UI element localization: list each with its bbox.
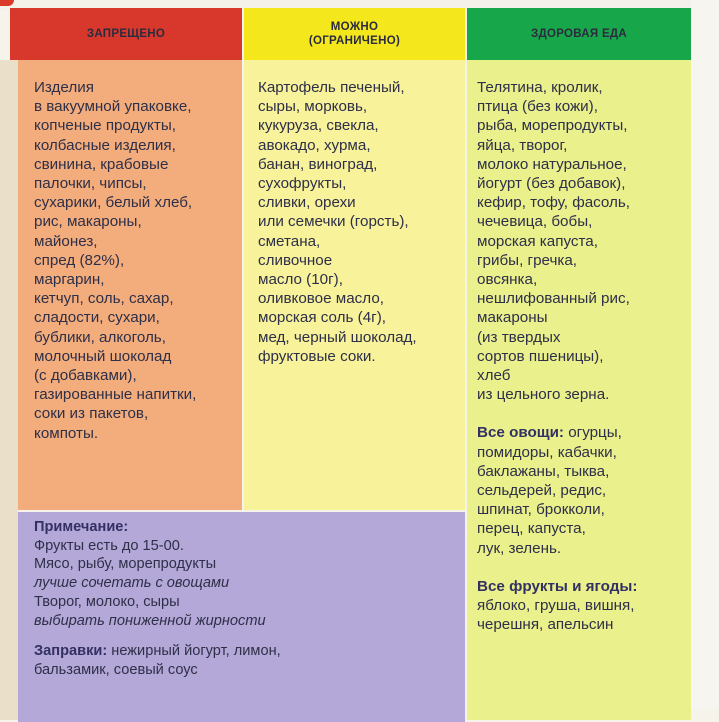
note-label: Примечание: (34, 519, 129, 535)
limited-line: морская соль (4г), (258, 309, 386, 327)
healthy-line: из цельного зерна. (477, 386, 610, 404)
limited-line: оливковое масло, (258, 290, 384, 308)
limited-line: кукуруза, свекла, (258, 117, 379, 135)
forbidden-line: молочный шоколад (34, 347, 172, 365)
forbidden-line: кетчуп, соль, сахар, (34, 290, 174, 308)
header-healthy-label: ЗДОРОВАЯ ЕДА (530, 28, 628, 40)
fruits-line: яблоко, груша, вишня, (477, 597, 635, 615)
note-line: Творог, молоко, сыры (34, 593, 180, 610)
healthy-line: макароны (477, 309, 548, 327)
limited-line: или семечки (горсть), (258, 213, 409, 231)
healthy-column (467, 60, 691, 720)
dressing-rest: нежирный йогурт, лимон, (107, 643, 281, 660)
forbidden-line: копченые продукты, (34, 117, 176, 135)
vegetables-first-line (477, 423, 691, 442)
vegetables-first-rest: огурцы, (563, 424, 622, 442)
note-line: Мясо, рыбу, морепродукты (34, 556, 217, 573)
forbidden-line: сладости, сухари, (34, 309, 160, 327)
forbidden-line: бублики, алкоголь, (34, 328, 166, 346)
healthy-line: рыба, морепродукты, (477, 117, 628, 135)
fruits-label: Все фрукты и ягоды: (477, 577, 638, 595)
right-margin (691, 0, 719, 709)
vegetables-line: лук, зелень. (477, 539, 562, 557)
limited-line: мед, черный шоколад, (258, 328, 417, 346)
forbidden-line: колбасные изделия, (34, 136, 176, 154)
healthy-line: нешлифованный рис, (477, 290, 630, 308)
vegetables-line: сельдерей, редис, (477, 482, 607, 500)
vegetables-label: Все овощи: (477, 424, 564, 442)
forbidden-line: (с добавками), (34, 367, 137, 385)
limited-line: фруктовые соки. (258, 347, 376, 365)
vegetables-line: шпинат, брокколи, (477, 501, 605, 519)
forbidden-line: свинина, крабовые (34, 155, 169, 173)
forbidden-line: маргарин, (34, 271, 105, 289)
forbidden-line: компоты. (34, 424, 99, 442)
healthy-line: молоко натуральное, (477, 155, 627, 173)
limited-line: авокадо, хурма, (258, 136, 371, 154)
healthy-line: кефир, тофу, фасоль, (477, 194, 631, 212)
forbidden-line: сухарики, белый хлеб, (34, 194, 193, 212)
forbidden-line: Изделия (34, 79, 94, 96)
limited-line: сливки, орехи (258, 194, 356, 212)
healthy-line: хлеб (477, 367, 511, 385)
healthy-line: чечевица, бобы, (477, 213, 593, 231)
healthy-line: грибы, гречка, (477, 251, 578, 269)
healthy-line: овсянка, (477, 271, 538, 289)
limited-line: масло (10г), (258, 271, 343, 289)
healthy-line: птица (без кожи), (477, 98, 598, 116)
forbidden-line: палочки, чипсы, (34, 175, 147, 193)
vegetables-line: помидоры, кабачки, (477, 443, 617, 461)
forbidden-line: майонез, (34, 232, 98, 250)
header-limited (244, 8, 465, 60)
header-healthy (467, 8, 691, 60)
healthy-line: Телятина, кролик, (477, 79, 603, 96)
header-forbidden-label: ЗАПРЕЩЕНО (86, 28, 166, 40)
vegetables-line: перец, капуста, (477, 520, 586, 538)
note-line: Фрукты есть до 15-00. (34, 537, 184, 554)
dressing-label: Заправки: (34, 643, 108, 660)
limited-line: сливочное (258, 251, 333, 269)
header-limited-line1: МОЖНО (330, 21, 379, 33)
limited-line: Картофель печеный, (258, 79, 405, 96)
forbidden-line: рис, макароны, (34, 213, 142, 231)
header-limited-line2: (ОГРАНИЧЕНО) (308, 35, 401, 47)
limited-line: сухофрукты, (258, 175, 347, 193)
limited-line: сыры, морковь, (258, 98, 368, 116)
left-margin (0, 60, 18, 720)
healthy-line: (из твердых (477, 328, 561, 346)
forbidden-column (18, 60, 242, 510)
healthy-line: яйца, творог, (477, 136, 568, 154)
spacer (477, 558, 691, 577)
header-forbidden (10, 8, 242, 60)
spacer (477, 404, 691, 423)
note-italic-line: лучше сочетать с овощами (34, 575, 230, 592)
healthy-line: сортов пшеницы), (477, 347, 604, 365)
fruits-line: черешня, апельсин (477, 616, 614, 634)
forbidden-line: спред (82%), (34, 251, 125, 269)
note-box (18, 512, 465, 722)
limited-column (244, 60, 465, 510)
forbidden-line: соки из пакетов, (34, 405, 149, 423)
vegetables-line: баклажаны, тыква, (477, 462, 610, 480)
limited-line: банан, виноград, (258, 155, 378, 173)
forbidden-line: газированные напитки, (34, 386, 197, 404)
dressing-line-2: бальзамик, соевый соус (34, 661, 198, 678)
healthy-line: морская капуста, (477, 232, 598, 250)
limited-line: сметана, (258, 232, 321, 250)
dressing-line (34, 642, 465, 661)
healthy-line: йогурт (без добавок), (477, 175, 626, 193)
spacer (34, 630, 465, 642)
forbidden-line: в вакуумной упаковке, (34, 98, 192, 116)
note-italic-line: выбирать пониженной жирности (34, 612, 266, 629)
